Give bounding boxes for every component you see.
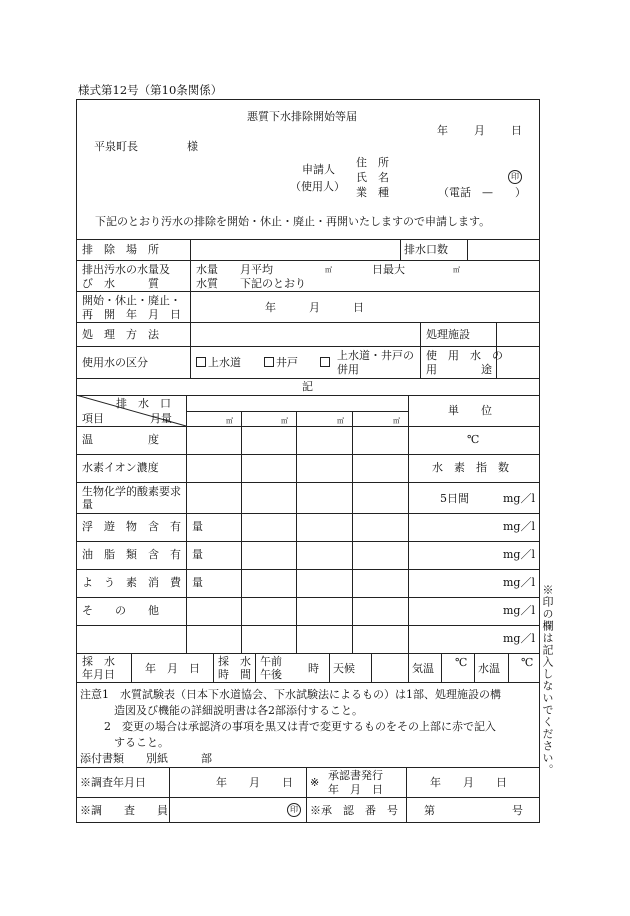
rule — [76, 260, 540, 261]
sampling-hour: 時 — [308, 662, 319, 675]
rule — [76, 454, 540, 455]
purpose-label-2: 用 途 — [426, 363, 492, 376]
opt-both-label-1: 上水道・井戸の — [337, 349, 414, 362]
item-unit-bod: mg／l — [503, 492, 535, 505]
item-unit-blank: mg／l — [503, 632, 535, 645]
rule — [76, 541, 540, 542]
item-unit-bod-period: 5日間 — [440, 492, 469, 505]
outlets-label: 排水口数 — [404, 243, 448, 256]
start-label-1: 開始・休止・廃止・ — [82, 294, 181, 307]
rule — [76, 797, 540, 798]
item-label-bod: 生物化学的酸素要求量 — [82, 485, 181, 511]
rule — [406, 767, 407, 822]
item-label-temperature: 温 度 — [82, 433, 159, 446]
survey-date-label: ※調査年月日 — [80, 776, 146, 789]
item-label-other: そ の 他 — [82, 604, 159, 617]
item-unit-oil: mg／l — [503, 548, 535, 561]
rule — [352, 411, 353, 653]
date-year: 年 — [437, 124, 448, 137]
rule — [508, 653, 509, 682]
note-1a: 注意1 水質試験表（日本下水道協会、下水試験法によるもの）は1部、処理施設の構 — [80, 688, 501, 701]
frame-bottom — [76, 822, 540, 823]
side-note: ※印の欄は記入しないでください。 — [541, 584, 554, 776]
sampling-pm: 午後 — [260, 668, 282, 681]
note-1b: 造図及び機能の詳細説明書は各2部添付すること。 — [114, 704, 363, 717]
rule — [76, 346, 540, 347]
item-label-oil: 油 脂 類 含 有 量 — [82, 548, 203, 561]
rule — [76, 482, 540, 483]
unit-m3: ㎥ — [325, 266, 332, 274]
rule — [76, 597, 540, 598]
item-unit-ph: 水 素 指 数 — [432, 461, 509, 474]
phone-field[interactable]: （電話 — ） — [438, 186, 526, 199]
sampling-air-deg: ℃ — [455, 656, 468, 669]
rule — [190, 239, 191, 378]
rule — [441, 653, 442, 682]
statement-text: 下記のとおり汚水の排除を開始・休止・廃止・再開いたしますので申請します。 — [95, 215, 491, 228]
rule — [169, 767, 170, 822]
item-label-ph: 水素イオン濃度 — [82, 461, 159, 474]
rule — [213, 653, 214, 682]
inspector-seal-icon: 印 — [287, 803, 301, 817]
frame-right — [539, 99, 540, 822]
rule — [329, 653, 330, 682]
opt-tap-checkbox[interactable]: 上水道 — [196, 356, 241, 369]
sampling-time-label-1: 採 水 — [218, 655, 251, 668]
approval-issue-mark: ※ — [310, 776, 320, 789]
sampling-date-label-2: 年月日 — [82, 668, 115, 681]
rule — [408, 395, 409, 653]
facility-label: 処理施設 — [426, 328, 470, 341]
business-label: 業 種 — [356, 186, 389, 199]
rule — [76, 378, 540, 379]
rule — [296, 411, 297, 653]
water-source-label: 使用水の区分 — [82, 356, 148, 369]
rule — [408, 653, 409, 682]
form-number: 様式第12号（第10条関係） — [78, 83, 223, 97]
attachments: 添付書類 別紙 部 — [80, 752, 212, 765]
item-label-ss: 浮 遊 物 含 有 量 — [82, 520, 203, 533]
rule — [76, 513, 540, 514]
volume-label-2: び 水 質 — [82, 277, 159, 290]
rule — [76, 291, 540, 292]
rule — [76, 322, 540, 323]
rule — [467, 239, 468, 260]
addressee-name: 平泉町長 — [94, 140, 138, 153]
sampling-air-temp: 気温 — [412, 662, 434, 675]
ki-heading: 記 — [302, 380, 313, 393]
rule — [371, 653, 372, 682]
date-month: 月 — [474, 124, 485, 137]
form-title: 悪質下水排除開始等届 — [247, 110, 357, 123]
applicant-role-alt: （使用人） — [290, 180, 345, 193]
applicant-seal-icon: 印 — [508, 170, 522, 184]
name-label: 氏 名 — [356, 171, 389, 184]
sampling-am: 午前 — [260, 655, 282, 668]
rule — [76, 767, 540, 768]
applicant-role: 申請人 — [302, 163, 335, 176]
rule — [400, 239, 401, 260]
address-label: 住 所 — [356, 156, 389, 169]
unit-m3: ㎥ — [226, 417, 233, 425]
rule — [76, 653, 540, 654]
opt-both-checkbox[interactable] — [320, 356, 332, 369]
date-day: 日 — [511, 124, 522, 137]
inspector-label: ※調 査 員 — [80, 804, 168, 817]
rule — [241, 411, 242, 653]
header-item: 項目 — [82, 412, 104, 425]
rule — [186, 411, 408, 412]
sampling-weather: 天候 — [333, 662, 355, 675]
note-2b: すること。 — [114, 736, 169, 749]
start-label-2: 再 開 年 月 日 — [82, 308, 181, 321]
rule — [255, 653, 256, 682]
header-volume: 月量 — [150, 412, 172, 425]
sampling-water-deg: ℃ — [521, 656, 534, 669]
frame-top — [76, 99, 540, 100]
opt-both-label-2: 併用 — [337, 363, 359, 376]
rule — [76, 682, 540, 683]
purpose-label-1: 使 用 水 の — [426, 349, 503, 362]
rule — [76, 569, 540, 570]
location-label: 排 除 場 所 — [82, 243, 159, 256]
item-unit-temperature: ℃ — [467, 433, 480, 446]
sampling-date: 年 月 日 — [145, 662, 200, 675]
unit-m3: ㎥ — [281, 417, 288, 425]
approval-no-label: ※承 認 番 号 — [310, 804, 398, 817]
item-unit-other: mg／l — [503, 604, 535, 617]
start-date: 年 月 日 — [265, 301, 364, 314]
item-label-iodine: よ う 素 消 費 量 — [82, 576, 203, 589]
rule — [131, 653, 132, 682]
frame-left — [76, 99, 77, 822]
rule — [76, 625, 540, 626]
approval-issue-label-1: 承認書発行 — [328, 769, 383, 782]
note-2a: 2 変更の場合は承認済の事項を黒又は青で変更するものをその上部に赤で記入 — [104, 720, 496, 733]
rule — [474, 653, 475, 682]
rule — [420, 322, 421, 378]
item-unit-ss: mg／l — [503, 520, 535, 533]
sampling-time-label-2: 時 間 — [218, 668, 251, 681]
sampling-date-label-1: 採 水 — [82, 655, 115, 668]
unit-m3: ㎥ — [337, 417, 344, 425]
approval-issue-value: 年 月 日 — [430, 776, 507, 789]
addressee-honorific: 様 — [187, 140, 198, 153]
volume-max: 日最大 — [372, 263, 405, 276]
unit-header: 単 位 — [448, 404, 492, 417]
opt-well-checkbox[interactable]: 井戸 — [264, 356, 298, 369]
treatment-label: 処 理 方 法 — [82, 328, 159, 341]
survey-date-value: 年 月 日 — [216, 776, 293, 789]
rule — [306, 767, 307, 822]
unit-m3: ㎥ — [393, 417, 400, 425]
item-unit-iodine: mg／l — [503, 576, 535, 589]
header-outlet: 排 水 口 — [116, 397, 171, 410]
unit-m3: ㎥ — [453, 266, 460, 274]
rule — [76, 239, 540, 240]
approval-no-value: 第 号 — [424, 804, 523, 817]
volume-monthly: 水量 月平均 — [196, 263, 273, 276]
volume-label-1: 排出汚水の水量及 — [82, 263, 170, 276]
sampling-water-temp: 水温 — [478, 662, 500, 675]
quality-text: 水質 下記のとおり — [196, 277, 306, 290]
approval-issue-label-2: 年 月 日 — [328, 783, 383, 796]
